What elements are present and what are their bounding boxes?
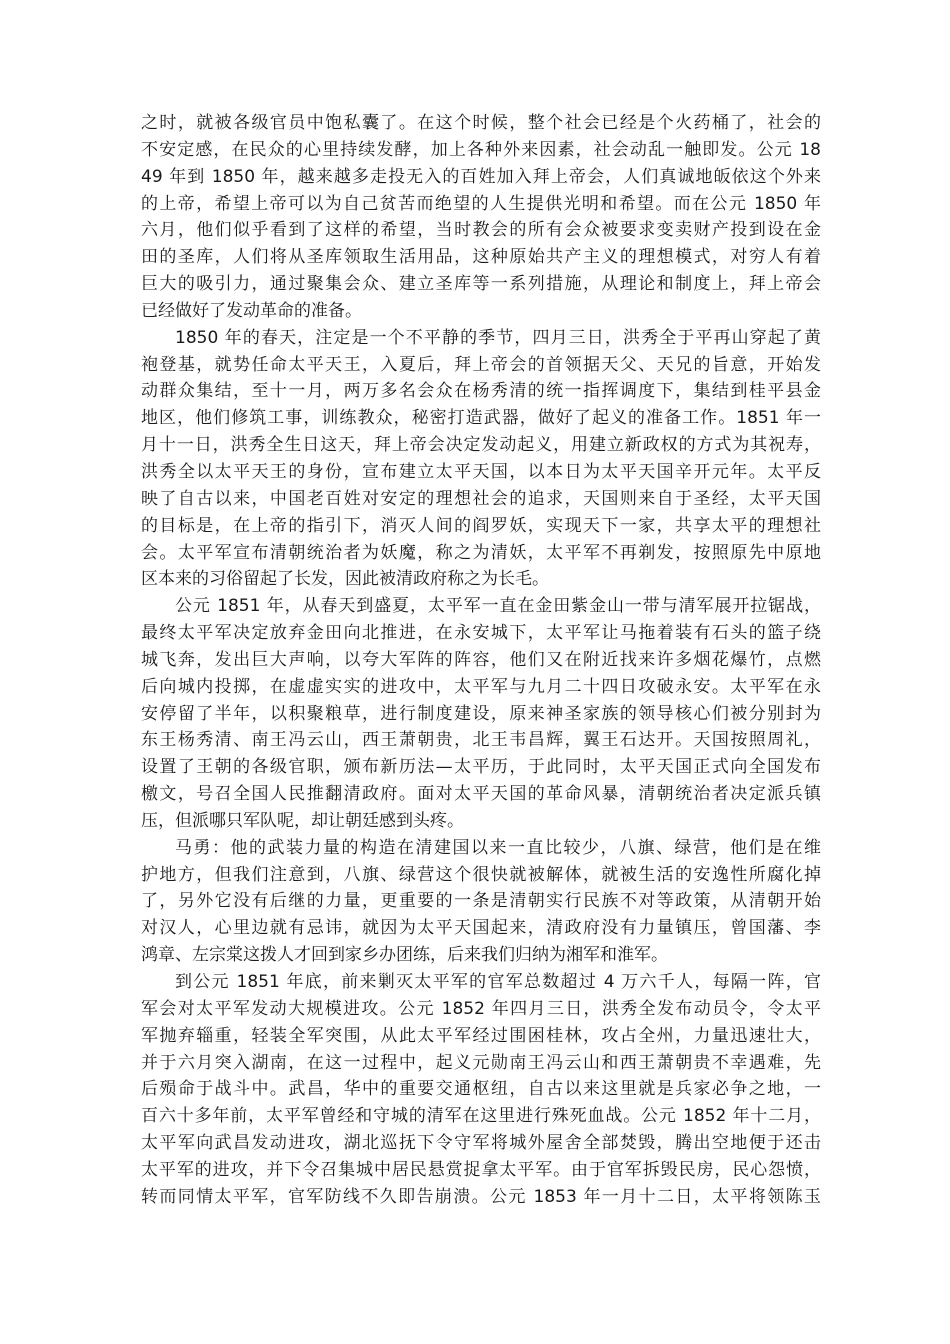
text-line: 后殒命于战斗中。武昌，华中的重要交通枢纽，自古以来这里就是兵家必争之地，一 <box>141 1079 821 1100</box>
text-line: 檄文，号召全国人民推翻清政府。面对太平天国的革命风暴，清朝统治者决定派兵镇 <box>141 784 821 805</box>
text-line: 的目标是，在上帝的指引下，消灭人间的阎罗妖，实现天下一家，共享太平的理想社 <box>141 515 821 536</box>
paragraph <box>141 969 821 1211</box>
document-page <box>141 110 821 1211</box>
text-line: 对汉人，心里边就有忌讳，就因为太平天国起来，清政府没有力量镇压，曾国藩、李 <box>141 918 821 939</box>
text-line: 最终太平军决定放弃金田向北推进，在永安城下，太平军让马拖着装有石头的篮子绕 <box>141 623 821 644</box>
text-line: 太平军向武昌发动进攻，湖北巡抚下令守军将城外屋舍全部焚毁，腾出空地便于还击 <box>141 1133 821 1154</box>
text-line: 鸿章、左宗棠这拨人才回到家乡办团练，后来我们归纳为湘军和淮军。 <box>141 945 668 966</box>
text-line: 到公元 1851 年底，前来剿灭太平军的官军总数超过 4 万六千人，每隔一阵，官 <box>175 972 821 992</box>
text-line: 马勇：他的武装力量的构造在清建国以来一直比较少，八旗、绿营，他们是在维 <box>175 837 821 858</box>
text-line: 后向城内投掷，在虚虚实实的进攻中，太平军与九月二十四日攻破永安。太平军在永 <box>141 676 821 697</box>
paragraph <box>141 835 821 969</box>
text-line: 设置了王朝的各级官职，颁布新历法—太平历，于此同时，太平天国正式向全国发布 <box>141 757 821 778</box>
text-line: 月十一日，洪秀全生日这天，拜上帝会决定发动起义，用建立新政权的方式为其祝寿， <box>141 435 821 456</box>
text-line: 映了自古以来，中国老百姓对安定的理想社会的追求，天国则来自于圣经，太平天国 <box>141 488 821 509</box>
text-line: 东王杨秀清、南王冯云山，西王萧朝贵，北王韦昌辉，翼王石达开。天国按照周礼， <box>141 730 821 751</box>
text-line: 地区，他们修筑工事，训练教众，秘密打造武器，做好了起义的准备工作。1851 年一 <box>141 408 821 429</box>
text-line: 安停留了半年，以积聚粮草，进行制度建设，原来神圣家族的领导核心们被分别封为 <box>141 703 821 724</box>
text-line: 巨大的吸引力，通过聚集会众、建立圣库等一系列措施，从理论和制度上，拜上帝会 <box>141 274 821 295</box>
text-line: 压，但派哪只军队呢，却让朝廷感到头疼。 <box>141 810 464 831</box>
text-line: 动群众集结，至十一月，两万多名会众在杨秀清的统一指挥调度下，集结到桂平县金 <box>141 381 821 402</box>
paragraph <box>141 325 821 593</box>
text-line: 公元 1851 年，从春天到盛夏，太平军一直在金田紫金山一带与清军展开拉锯战， <box>175 596 821 617</box>
text-line: 军抛弃辎重，轻装全军突围，从此太平军经过围困桂林，攻占全州，力量迅速壮大， <box>141 1025 821 1046</box>
text-line: 区本来的习俗留起了长发，因此被清政府称之为长毛。 <box>141 569 549 590</box>
paragraph <box>141 593 821 835</box>
text-line: 城飞奔，发出巨大声响，以夸大军阵的阵容，他们又在附近找来许多烟花爆竹，点燃 <box>141 649 821 670</box>
text-line: 田的圣库，人们将从圣库领取生活用品，这种原始共产主义的理想模式，对穷人有着 <box>141 247 821 268</box>
text-line: 的上帝，希望上帝可以为自己贫苦而绝望的人生提供光明和希望。而在公元 1850 年 <box>141 193 821 214</box>
paragraph <box>141 110 821 325</box>
text-line: 军会对太平军发动大规模进攻。公元 1852 年四月三日，洪秀全发布动员令，令太平 <box>141 998 821 1019</box>
text-line: 太平军的进攻，并下令召集城中居民悬赏捉拿太平军。由于官军拆毁民房，民心怨愤， <box>141 1159 821 1180</box>
text-line: 护地方，但我们注意到，八旗、绿营这个很快就被解体，就被生活的安逸性所腐化掉 <box>141 864 821 885</box>
text-line: 之时，就被各级官员中饱私囊了。在这个时候，整个社会已经是个火药桶了，社会的 <box>141 113 821 133</box>
text-line: 49 年到 1850 年，越来越多走投无入的百姓加入拜上帝会，人们真诚地皈依这个外来 <box>141 166 821 187</box>
text-line: 了，另外它没有后继的力量，更重要的一条是清朝实行民族不对等政策，从清朝开始 <box>141 891 821 912</box>
text-line: 不安定感，在民众的心里持续发酵，加上各种外来因素，社会动乱一触即发。公元 18 <box>141 139 821 160</box>
text-line: 百六十多年前，太平军曾经和守城的清军在这里进行殊死血战。公元 1852 年十二月， <box>141 1106 821 1127</box>
text-line: 洪秀全以太平天王的身份，宣布建立太平天国，以本日为太平天国辛开元年。太平反 <box>141 461 821 482</box>
text-line: 袍登基，就势任命太平天王，入夏后，拜上帝会的首领据天父、天兄的旨意，开始发 <box>141 354 821 375</box>
text-line: 六月，他们似乎看到了这样的希望，当时教会的所有会众被要求变卖财产投到设在金 <box>141 220 821 241</box>
text-line: 已经做好了发动革命的准备。 <box>141 300 362 321</box>
text-line: 会。太平军宣布清朝统治者为妖魔，称之为清妖，太平军不再剃发，按照原先中原地 <box>141 542 821 563</box>
text-line: 转而同情太平军，官军防线不久即告崩溃。公元 1853 年一月十二日，太平将领陈玉 <box>141 1186 821 1207</box>
text-line: 并于六月突入湖南，在这一过程中，起义元勋南王冯云山和西王萧朝贵不幸遇难，先 <box>141 1052 821 1073</box>
text-line: 1850 年的春天，注定是一个不平静的季节，四月三日，洪秀全于平再山穿起了黄 <box>175 327 821 348</box>
